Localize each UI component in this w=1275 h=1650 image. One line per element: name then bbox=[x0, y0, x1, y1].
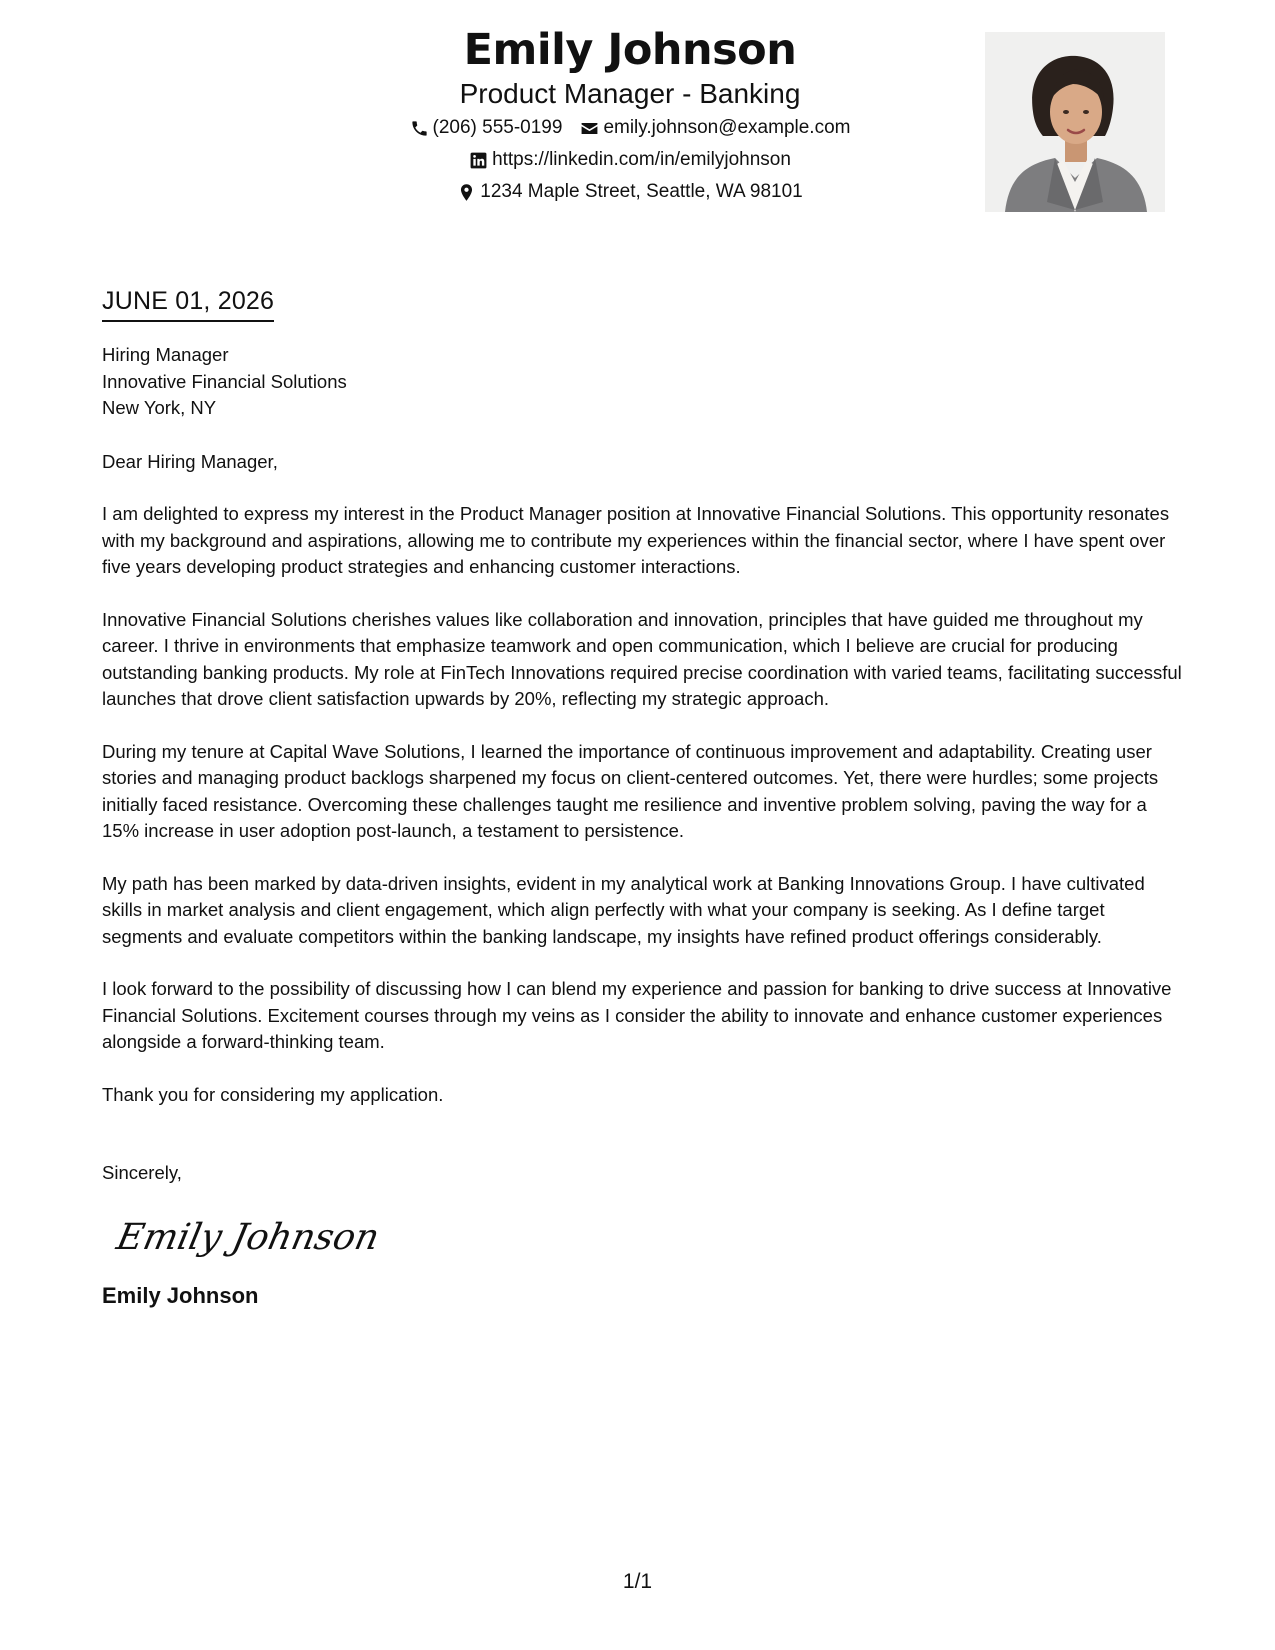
page-number: 1/1 bbox=[622, 1570, 653, 1593]
phone-icon bbox=[410, 119, 429, 138]
map-pin-icon bbox=[457, 183, 476, 202]
letter-body bbox=[102, 284, 1182, 1311]
linkedin-url: https://linkedin.com/in/emilyjohnson bbox=[492, 149, 791, 170]
paragraph: During my tenure at Capital Wave Solutions, I learned the importance of continuous improvement and adaptability. Creating user stories and managing product backlogs sharpened my focus on client-centered outcomes. Yet, there were hurdles; some projects initially faced resistance. Overcoming these challenges taught me resilience and inventive problem solving, paving the way for a 15% increase in user adoption post-launch, a testament to persistence. bbox=[102, 740, 1159, 841]
paragraph: Thank you for considering my application. bbox=[102, 1083, 444, 1105]
paragraph: I am delighted to express my interest in the Product Manager position at Innovative Financial Solutions. This opportunity resonates with my background and aspirations, allowing me to contribute my experiences within the financial sector, where I have spent over five years developing product strategies and enhancing customer interactions. bbox=[102, 503, 1170, 577]
paragraph: I look forward to the possibility of discussing how I can blend my experience and passion for banking to drive success at Innovative Financial Solutions. Excitement courses through my veins as I consider the ability to innovate and enhance customer experiences alongside a forward-thinking team. bbox=[102, 978, 1172, 1052]
recipient-block bbox=[102, 342, 1182, 422]
signature-text: Emily Johnson bbox=[113, 1214, 384, 1258]
paragraph: Innovative Financial Solutions cherishes values like collaboration and innovation, principles that have guided me throughout my career. I thrive in environments that emphasize teamwork and open communication, which I believe are crucial for producing outstanding banking products. My role at FinTech Innovations required precise coordination with varied teams, facilitating successful launches that drove client satisfaction upwards by 20%, reflecting my strategic approach. bbox=[102, 608, 1182, 709]
contact-line-linkedin bbox=[300, 144, 960, 176]
phone-number: (206) 555-0199 bbox=[432, 117, 563, 138]
street-address: 1234 Maple Street, Seattle, WA 98101 bbox=[480, 181, 803, 202]
contact-line-phone-email bbox=[300, 112, 960, 144]
address-contact bbox=[457, 176, 803, 208]
applicant-title: Product Manager - Banking bbox=[459, 78, 801, 109]
linkedin-icon bbox=[469, 151, 488, 170]
contact-line-address bbox=[300, 176, 960, 208]
envelope-icon bbox=[580, 119, 599, 138]
email-address: emily.johnson@example.com bbox=[603, 117, 851, 138]
profile-photo bbox=[985, 32, 1165, 212]
email-contact bbox=[580, 112, 850, 144]
salutation: Dear Hiring Manager, bbox=[102, 450, 278, 472]
signer-name: Emily Johnson bbox=[102, 1282, 259, 1308]
paragraph: My path has been marked by data-driven insights, evident in my analytical work at Banking Innovations Group. I have cultivated skills in market analysis and client engagement, which align perfectly with what your company is seeking. As I define target segments and evaluate competitors within the banking landscape, my insights have refined product offerings considerably. bbox=[102, 872, 1145, 947]
phone-contact bbox=[410, 112, 563, 144]
linkedin-contact bbox=[469, 144, 791, 176]
letter-date: JUNE 01, 2026 bbox=[102, 284, 274, 322]
applicant-name: Emily Johnson bbox=[463, 25, 797, 75]
closing: Sincerely, bbox=[102, 1162, 182, 1183]
letter-header bbox=[300, 22, 960, 208]
recipient-line-2: Innovative Financial Solutions bbox=[102, 370, 347, 392]
recipient-line-3: New York, NY bbox=[102, 397, 217, 418]
recipient-line-1: Hiring Manager bbox=[102, 344, 229, 365]
handwritten-signature bbox=[113, 1207, 1182, 1267]
